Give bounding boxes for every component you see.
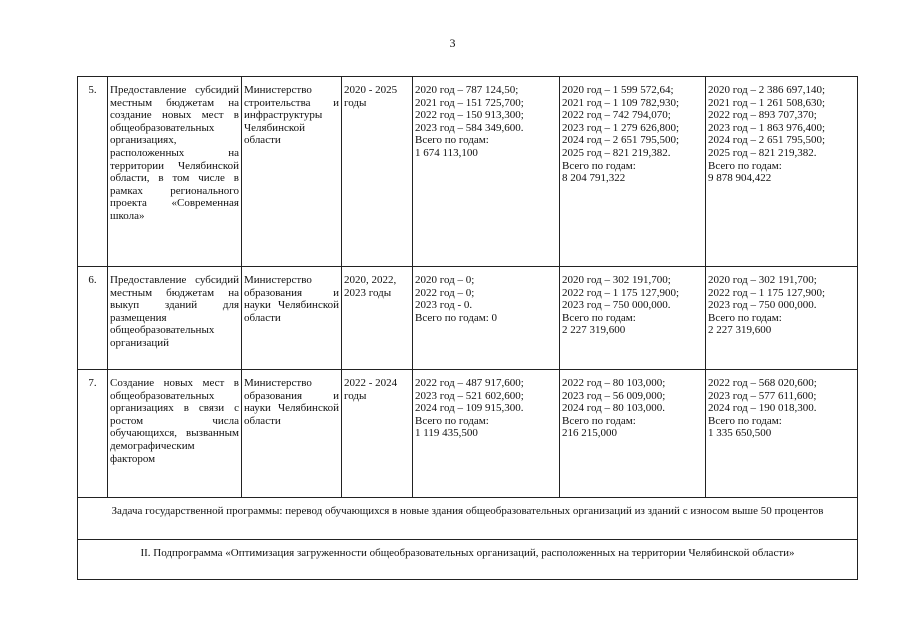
funding-col-c [706,267,858,370]
table-row [78,77,858,267]
funding-col-b [560,370,706,498]
row-number: 5. [78,77,108,267]
measure-name: Предоставление субсидий местным бюджетам на создание новых мест в общеобразовательных организациях, расположенных на территории Челябинской области, в том числе в рамках регионального проекта «Современная школа» [108,77,242,267]
page-number: 3 [449,36,456,50]
funding-line: 2023 год – 521 602,600; [415,389,524,402]
funding-line: 2023 год - 0. [415,299,473,312]
funding-col-b [560,77,706,267]
executor: Министерство образования и науки Челябинской области [242,267,342,370]
row-number: 6. [78,267,108,370]
funding-line: 2020 год – 787 124,50; [415,84,519,96]
funding-col-a [413,267,560,370]
table-row [78,370,858,498]
funding-col-c [706,77,858,267]
funding-line: 2023 год – 1 279 626,800; [562,121,680,134]
funding-line: 2022 год – 568 020,600; [708,377,817,389]
funding-line: 2023 год – 1 863 976,400; [708,121,826,134]
funding-line: Всего по годам: 0 [415,311,498,324]
measure-name: Предоставление субсидий местным бюджетам на выкуп зданий для размещения общеобразовательных организаций [108,267,242,370]
funding-line: 2023 год – 56 009,000; [562,389,666,402]
program-table [77,76,858,580]
funding-line: 2023 год – 750 000,000. [708,299,817,312]
funding-line: 2022 год – 742 794,070; [562,109,671,122]
funding-line: 2025 год – 821 219,382. [562,146,671,159]
funding-col-a [413,77,560,267]
funding-line: 2022 год – 80 103,000; [562,377,666,389]
funding-line: 2 227 319,600 [562,324,626,337]
funding-col-b [560,267,706,370]
period: 2020 - 2025 годы [342,77,413,267]
funding-line: Всего по годам: [708,311,782,324]
period: 2022 - 2024 годы [342,370,413,498]
funding-line: Всего по годам: [415,134,489,147]
funding-line: Всего по годам: [562,311,636,324]
executor: Министерство строительства и инфраструктуры Челябинской области [242,77,342,267]
funding-line: 2020 год – 302 191,700; [708,274,817,286]
funding-line: 2020 год – 2 386 697,140; [708,84,826,96]
measure-name: Создание новых мест в общеобразовательных организациях в связи с ростом числа обучающихся, вызванным демографическим фактором [108,370,242,498]
funding-line: 2024 год – 190 018,300. [708,402,817,415]
funding-col-c [706,370,858,498]
funding-line: 1 119 435,500 [415,427,478,440]
funding-line: Всего по годам: [708,414,782,427]
period: 2020, 2022, 2023 годы [342,267,413,370]
funding-line: 2 227 319,600 [708,324,772,337]
funding-line: 2023 год – 750 000,000. [562,299,671,312]
funding-line: 8 204 791,322 [562,172,626,185]
funding-line: 2021 год – 1 261 508,630; [708,96,826,109]
funding-line: 2024 год – 2 651 795,500; [562,134,680,147]
funding-line: 2020 год – 302 191,700; [562,274,671,286]
funding-line: 2022 год – 1 175 127,900; [708,286,826,299]
funding-line: 2024 год – 2 651 795,500; [708,134,826,147]
funding-line: 1 674 113,100 [415,146,478,159]
funding-line: 2022 год – 1 175 127,900; [562,286,680,299]
funding-line: 2020 год – 1 599 572,64; [562,84,674,96]
funding-line: Всего по годам: [562,159,636,172]
funding-line: 2024 год – 80 103,000. [562,402,666,415]
funding-line: 2021 год – 1 109 782,930; [562,96,680,109]
executor: Министерство образования и науки Челябинской области [242,370,342,498]
funding-line: Всего по годам: [708,159,782,172]
funding-line: 2022 год – 487 917,600; [415,377,524,389]
task-row [78,498,858,540]
funding-line: 1 335 650,500 [708,427,772,440]
funding-line: Всего по годам: [415,414,489,427]
funding-line: 2020 год – 0; [415,274,475,286]
funding-line: 9 878 904,422 [708,172,772,185]
funding-line: 2022 год – 150 913,300; [415,109,524,122]
table-row [78,267,858,370]
funding-line: 216 215,000 [562,427,617,440]
funding-line: 2022 год – 893 707,370; [708,109,817,122]
funding-line: 2025 год – 821 219,382. [708,146,817,159]
funding-line: Всего по годам: [562,414,636,427]
funding-line: 2024 год – 109 915,300. [415,402,524,415]
program-task: Задача государственной программы: перевод обучающихся в новые здания общеобразовательных организаций из зданий с износом выше 50 процентов [78,498,858,540]
funding-line: 2022 год – 0; [415,286,475,299]
subprogram-heading: II. Подпрограмма «Оптимизация загруженности общеобразовательных организаций, расположенных на территории Челябинской области» [78,540,858,580]
funding-line: 2023 год – 584 349,600. [415,121,524,134]
funding-line: 2023 год – 577 611,600; [708,389,817,402]
row-number: 7. [78,370,108,498]
funding-col-a [413,370,560,498]
subprogram-row [78,540,858,580]
funding-line: 2021 год – 151 725,700; [415,96,524,109]
